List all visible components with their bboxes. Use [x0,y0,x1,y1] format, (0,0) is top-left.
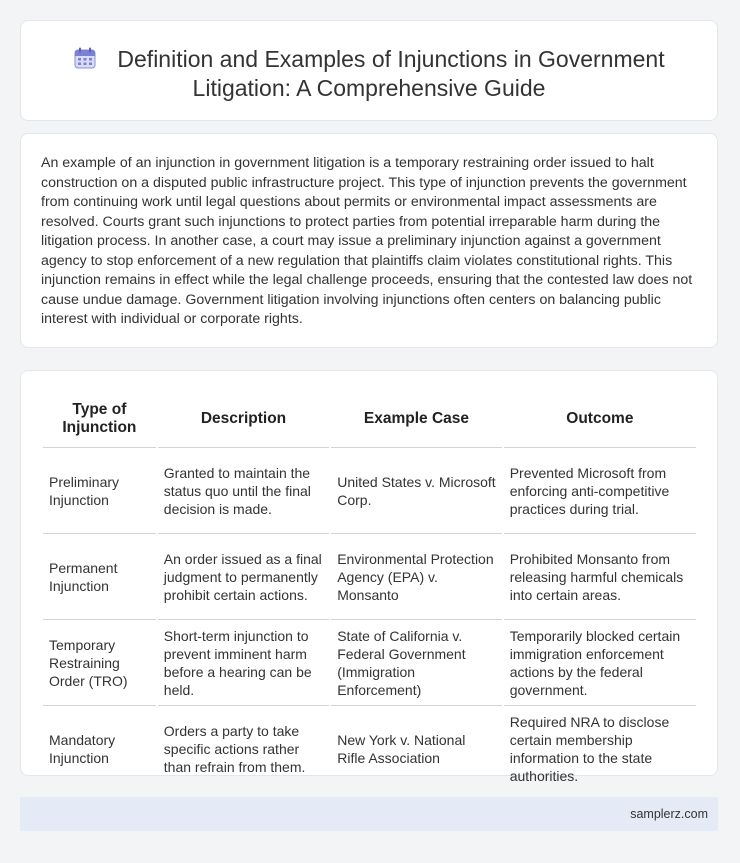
cell-description: Orders a party to take specific actions rather than refrain from them. [163,722,306,775]
cell-type: Temporary Restraining Order (TRO) [43,620,156,706]
page-title [21,45,717,103]
cell-example-case: New York v. National Rifle Association [337,731,466,766]
table-header-row [43,391,696,448]
table-row [43,706,696,791]
summary-paragraph: An example of an injunction in government litigation is a temporary restraining order issued to halt construction on a disputed public infrastructure project. This type of injunction prevents the government from continuing work until legal questions about permits or environmental impact assessments are resolved. Courts grant such injunctions to protect parties from potential irreparable harm during the litigation process. In another case, a court may issue a preliminary injunction against a government agency to stop enforcement of a new regulation that plaintiffs claim violates constitutional rights. This injunction remains in effect while the legal challenge proceeds, ensuring that the contested law does not cause undue damage. Government litigation involving injunctions often centers on balancing public interest with individual or corporate rights. [41,155,693,327]
table-row [43,448,696,534]
injunctions-table [41,391,698,791]
cell-type: Permanent Injunction [43,534,156,620]
title-line-1: Definition and Examples of Injunctions in Government [21,45,717,74]
cell-description: An order issued as a final judgment to permanently prohibit certain actions. [158,534,329,620]
table-row [43,620,696,706]
cell-type: Mandatory Injunction [49,731,116,766]
cell-type: Preliminary Injunction [43,448,156,534]
header-description: Description [158,391,329,448]
cell-description: Short-term injunction to prevent imminent harm before a hearing can be held. [158,620,329,706]
cell-example-case: State of California v. Federal Government (Immigration Enforcement) [331,620,502,706]
table-card [20,370,718,784]
cell-example-case: Environmental Protection Agency (EPA) v. Monsanto [331,534,502,620]
footer-site-link[interactable]: samplerz.com [630,807,708,821]
header-outcome: Outcome [504,391,696,448]
cell-outcome: Required NRA to disclose certain membership information to the state authorities. [509,713,670,784]
header-card [20,20,718,121]
header-example-case: Example Case [331,391,502,448]
calendar-icon [73,46,97,70]
cell-outcome: Prevented Microsoft from enforcing anti-competitive practices during trial. [504,448,696,534]
cell-outcome: Prohibited Monsanto from releasing harmful chemicals into certain areas. [504,534,696,620]
footer-bar [20,797,718,831]
header-type: Type of Injunction [43,391,156,448]
table-row [43,534,696,620]
title-line-2: Litigation: A Comprehensive Guide [192,75,546,101]
cell-example-case: United States v. Microsoft Corp. [331,448,502,534]
cell-description: Granted to maintain the status quo until the final decision is made. [158,448,329,534]
summary-card [20,133,718,348]
cell-outcome: Temporarily blocked certain immigration enforcement actions by the federal government. [504,620,696,706]
